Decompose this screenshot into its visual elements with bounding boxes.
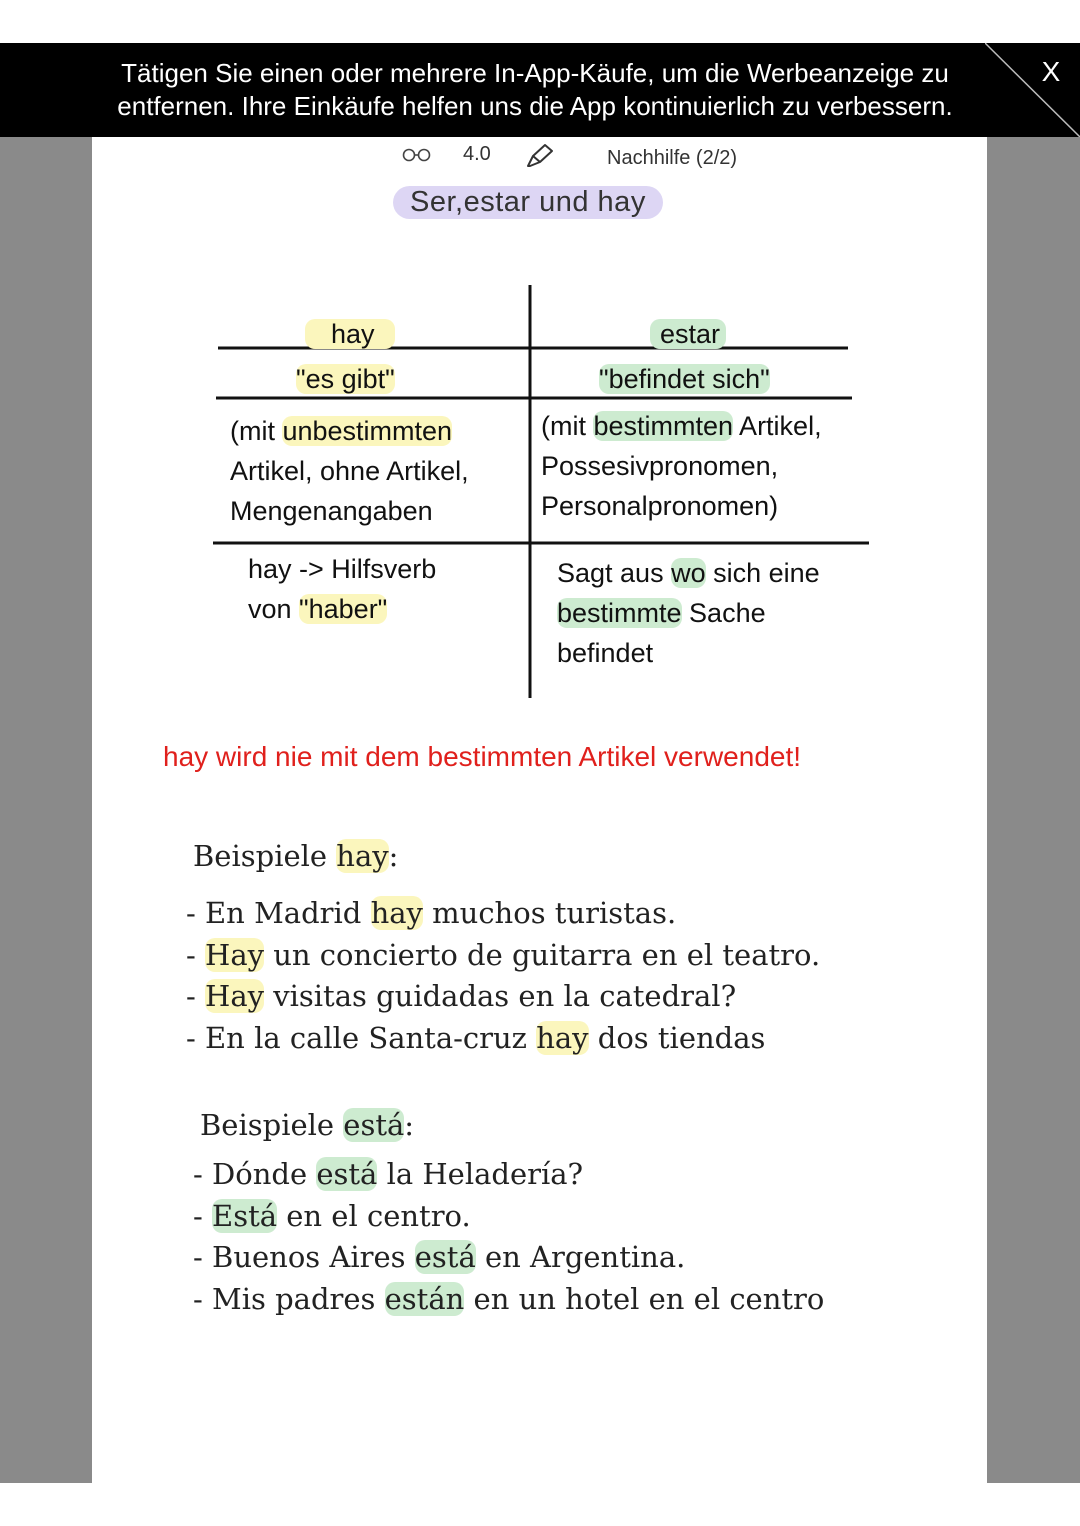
- list-item: [186, 935, 820, 977]
- hay-heading: [305, 314, 395, 354]
- text: Mengenangaben: [230, 496, 433, 526]
- text: -: [186, 937, 206, 972]
- text: dos tiendas: [588, 1020, 766, 1055]
- list-item: [193, 1154, 824, 1196]
- examples-hay-list: [186, 893, 820, 1059]
- ad-message-line: Tätigen Sie einen oder mehrere In-App-Käufe, um die Werbeanzeige zu: [121, 58, 949, 88]
- rating-value: 4.0: [463, 143, 491, 165]
- text: - Buenos Aires: [193, 1240, 415, 1274]
- text: (mit: [541, 411, 594, 441]
- text: :: [404, 1108, 415, 1142]
- highlight-word: Hay: [205, 979, 264, 1013]
- estar-meaning-text: "befindet sich": [599, 364, 770, 394]
- hay-note: [248, 549, 436, 629]
- text: sich eine: [705, 558, 820, 588]
- table-lines: [0, 0, 1080, 720]
- text: :: [388, 839, 399, 873]
- examples-hay-heading: [193, 836, 398, 878]
- highlight-word: está: [414, 1240, 476, 1274]
- warning-note: hay wird nie mit dem bestimmten Artikel verwendet!: [163, 741, 802, 772]
- text: en el centro.: [277, 1198, 471, 1233]
- examples-esta-list: [193, 1154, 824, 1320]
- highlight-esta: está: [343, 1108, 405, 1142]
- text: Sagt aus: [557, 558, 672, 588]
- text: - En la calle Santa-cruz: [186, 1020, 537, 1055]
- text: visitas guidadas en la catedral?: [264, 979, 737, 1013]
- hay-usage: [230, 411, 469, 531]
- list-item: [186, 1018, 820, 1060]
- hay-heading-text: hay: [305, 319, 395, 349]
- highlight-bestimmten: bestimmten: [593, 411, 734, 441]
- highlight-hay: hay: [336, 839, 389, 873]
- highlight-word: están: [384, 1281, 465, 1316]
- text: - Mis padres: [193, 1281, 385, 1316]
- examples-esta-heading: [200, 1105, 414, 1147]
- close-ad-button[interactable]: X: [1041, 56, 1061, 87]
- text: - Dónde: [193, 1157, 317, 1191]
- highlight-wo: wo: [671, 558, 706, 588]
- estar-heading: [650, 314, 726, 354]
- text: -: [186, 979, 206, 1013]
- highlight-word: está: [316, 1157, 378, 1191]
- highlight-unbestimmten: unbestimmten: [282, 416, 453, 446]
- text: befindet: [557, 638, 654, 668]
- text: -: [193, 1198, 213, 1233]
- text: Artikel,: [733, 411, 822, 441]
- highlight-word: Está: [212, 1198, 278, 1233]
- estar-note: [557, 553, 820, 673]
- list-item: [186, 893, 820, 935]
- text: Personalpronomen): [541, 491, 779, 521]
- highlight-word: Hay: [205, 937, 264, 972]
- text: un concierto de guitarra en el teatro.: [264, 937, 821, 972]
- hay-meaning-text: "es gibt": [296, 364, 395, 394]
- estar-heading-text: estar: [650, 319, 726, 349]
- text: Beispiele: [200, 1108, 344, 1142]
- highlight-word: hay: [536, 1020, 589, 1055]
- text: von: [248, 594, 300, 624]
- text: la Heladería?: [377, 1157, 584, 1191]
- estar-usage: [541, 406, 822, 526]
- highlight-bestimmte: bestimmte: [557, 598, 682, 628]
- text: - En Madrid: [186, 896, 371, 930]
- highlight-word: hay: [370, 896, 423, 930]
- text: (mit: [230, 416, 283, 446]
- text: Possesivpronomen,: [541, 451, 779, 481]
- list-item: [193, 1279, 824, 1321]
- text: en Argentina.: [475, 1240, 686, 1274]
- text: hay -> Hilfsverb: [248, 554, 437, 584]
- list-item: [186, 976, 820, 1018]
- text: Artikel, ohne Artikel,: [230, 456, 469, 486]
- list-item: [193, 1196, 824, 1238]
- highlight-haber: "haber": [299, 594, 388, 624]
- list-item: [193, 1237, 824, 1279]
- hay-meaning: [296, 359, 395, 399]
- text: Sache: [681, 598, 766, 628]
- text: muchos turistas.: [422, 896, 677, 930]
- estar-meaning: [599, 359, 770, 399]
- page-title: Ser,estar und hay: [393, 186, 663, 219]
- ad-message-line: entfernen. Ihre Einkäufe helfen uns die App kontinuierlich zu verbessern.: [117, 91, 953, 121]
- course-label: Nachhilfe (2/2): [607, 147, 738, 169]
- text: Beispiele: [193, 839, 337, 873]
- text: en un hotel en el centro: [464, 1281, 825, 1316]
